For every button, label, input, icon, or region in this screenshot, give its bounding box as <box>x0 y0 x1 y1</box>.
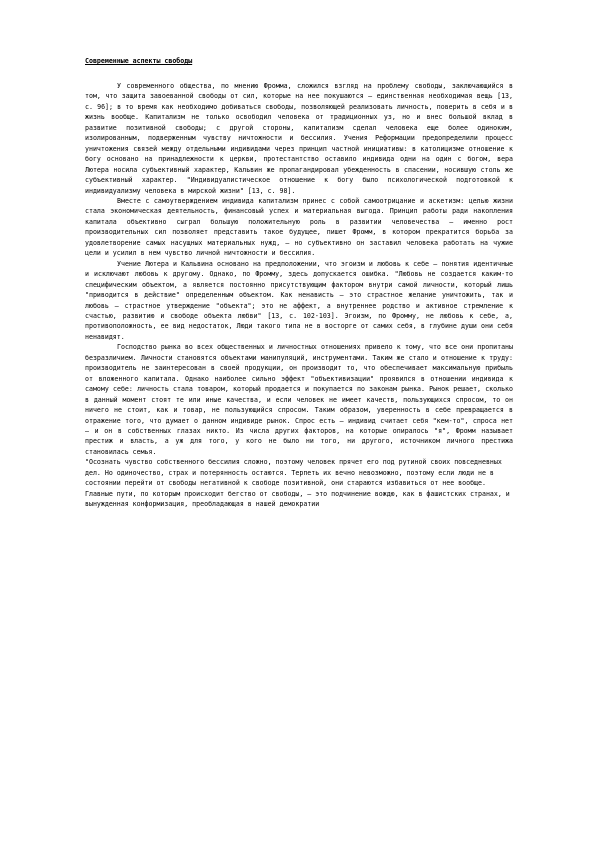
quote-paragraph: "Осознать чувство собственного бессилия сложно, поэтому человек прячет его под рутиной своих повседневных дел. Но одиночество, страх и потерянность остаются. Терпеть их вечно невозможно, поэтому если люди не в состоянии перейти от свободы негативной к свободе позитивной, они стараются избавиться от нее вообще. Главные пути, по которым происходит бегство от свободы, — это подчинение вождю, как в фашистских странах, и вынужденная конформизация, преобладающая в нашей демократии <box>85 458 510 509</box>
section-title: Современные аспекты свободы <box>85 57 193 65</box>
paragraph: У современного общества, по мнению Фромма, сложился взгляд на проблему свободы, заключающийся в том, что защита завоеванной свободы от сил, которые на нее покушаются — единственная необходимая вещь [13, с. 96]; в то время как необходимо добиваться свободы, позволяющей реализовать личность, поверить в себя и в жизнь вообще. Капитализм не только освободил человека от традиционных уз, но и внес большой вклад в развитие позитивной свободы; с другой стороны, капитализм сделал человека еще более одиноким, изолированным, подверженным чувству ничтожности и бессилия. Учения Реформации предопределили процесс уничтожения связей между отдельными индивидами через принцип частной инициативы: в католицизме отношение к богу основано на принадлежности к церкви, протестантство оставило индивида одни на один с богом, вера Лютера носила субъективный характер, Кальвин же пропагандировал убежденность в спасении, носившую столь же субъективный характер. "Индивидуалистическое отношение к богу было психологической подготовкой к индивидуализму человека в мирской жизни" [13, с. 98]. <box>85 82 513 195</box>
paragraph: Господство рынка во всех общественных и личностных отношениях привело к тому, что все они пропитаны безразличием. Личности становятся объектами манипуляций, инструментами. Таким же стало и отношение к труду: производитель не заинтересован в своей продукции, он производит то, что обеспечивает максимальную прибыль от вложенного капитала. Однако наиболее сильно эффект "объективизации" проявился в отношении индивида к самому себе: личность стала товаром, который продается и покупается по законам рынка. Рынок решает, сколько в данный момент стоят те или иные качества, и если человек не имеет качеств, пользующихся спросом, то он ничего не стоит, как и товар, не пользующийся спросом. Таким образом, уверенность в себе превращается в отражение того, что думает о данном индивиде рынок. Спрос есть — индивид считает себя "кем-то", спроса нет — и он в собственных глазах никто. Из числа других факторов, на которые опиралось "я", Фромм называет престиж и власть, а уж для того, у кого не было ни того, ни другого, источником личного престижа становилась семья. <box>85 343 513 456</box>
paragraph: Вместе с самоутверждением индивида капитализм принес с собой самоотрицание и аскетизм: целью жизни стала экономическая деятельность, финансовый успех и материальная выгода. Принцип работы ради накопления капитала объективно сыграл большую положительную роль в развитии человечества — именно рост производительных сил позволяет представить такое будущее, пишет Фромм, в котором прекратится борьба за удовлетворение самых насущных материальных нужд, — но субъективно он заставил человека работать на чужие цели и усилил в нем чувство личной ничтожности и бессилия. <box>85 196 513 258</box>
body-text <box>85 81 513 510</box>
paragraph: Учение Лютера и Кальвина основано на предположении, что эгоизм и любовь к себе — понятия идентичные и исключают любовь к другому. Однако, по Фромму, здесь допускается ошибка. "Любовь не создается каким-то специфическим объектом, а является постоянно присутствующим фактором внутри самой личности, который лишь "приводится в действие" определенным объектом. Как ненависть — это страстное желание уничтожить, так и любовь — страстное утверждение "объекта"; это не аффект, а внутреннее родство и активное стремление к счастью, развитию и свободе объекта любви" [13, с. 102-103]. Эгоизм, по Фромму, не любовь к себе, а, противоположность, ее вид недостаток, Люди такого типа не в восторге от самих себя, в глубине души они себя ненавидят. <box>85 259 513 341</box>
